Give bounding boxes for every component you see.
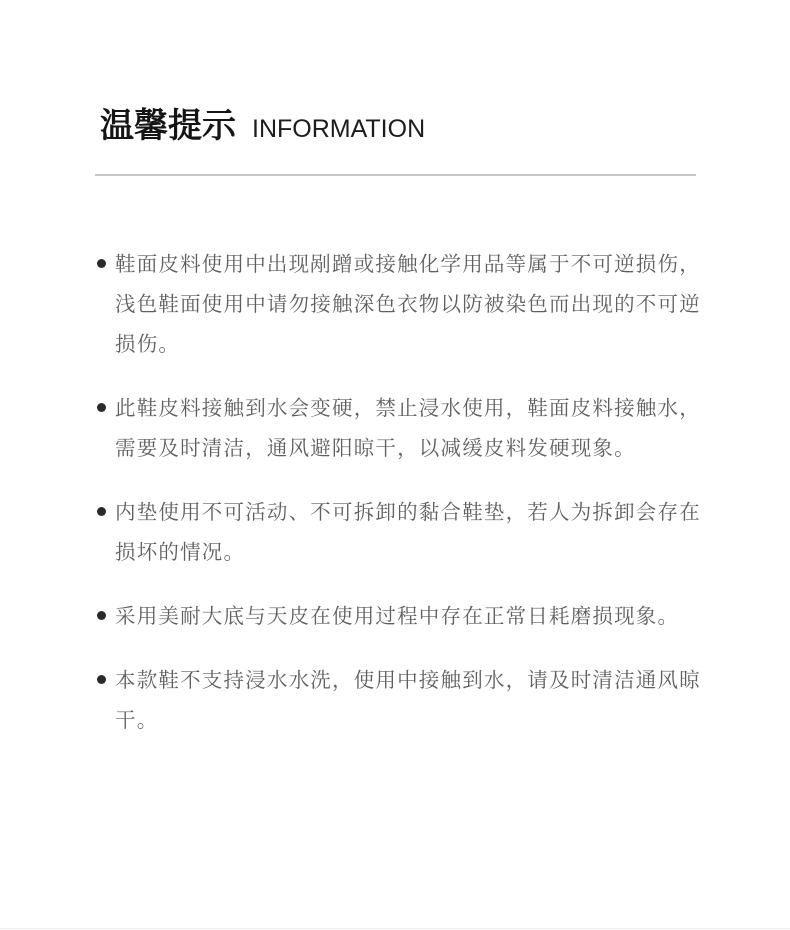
bottom-divider: [0, 928, 790, 929]
note-item: [95, 492, 715, 572]
note-item: [95, 388, 715, 468]
page-subtitle: INFORMATION: [252, 115, 426, 143]
note-text: 采用美耐大底与天皮在使用过程中存在正常日耗磨损现象。: [115, 604, 680, 628]
header-divider: [95, 174, 696, 176]
note-text: 内垫使用不可活动、不可拆卸的黏合鞋垫，若人为拆卸会存在损坏的情况。: [115, 500, 701, 564]
note-item: [95, 596, 715, 636]
bullet-icon: [97, 507, 106, 516]
page-title: 温馨提示: [100, 106, 236, 146]
note-item: [95, 244, 715, 364]
bullet-icon: [97, 403, 106, 412]
note-text: 此鞋皮料接触到水会变硬，禁止浸水使用，鞋面皮料接触水，需要及时清洁，通风避阳晾干，以减缓皮料发硬现象。: [115, 396, 701, 460]
note-text: 本款鞋不支持浸水水洗，使用中接触到水，请及时清洁通风晾干。: [115, 668, 701, 732]
note-text: 鞋面皮料使用中出现剐蹭或接触化学用品等属于不可逆损伤，浅色鞋面使用中请勿接触深色衣物以防被染色而出现的不可逆损伤。: [115, 252, 701, 356]
note-item: [95, 660, 715, 740]
bullet-icon: [97, 675, 106, 684]
notes-list: [95, 244, 715, 764]
bullet-icon: [97, 259, 106, 268]
header: [100, 102, 425, 146]
bullet-icon: [97, 611, 106, 620]
